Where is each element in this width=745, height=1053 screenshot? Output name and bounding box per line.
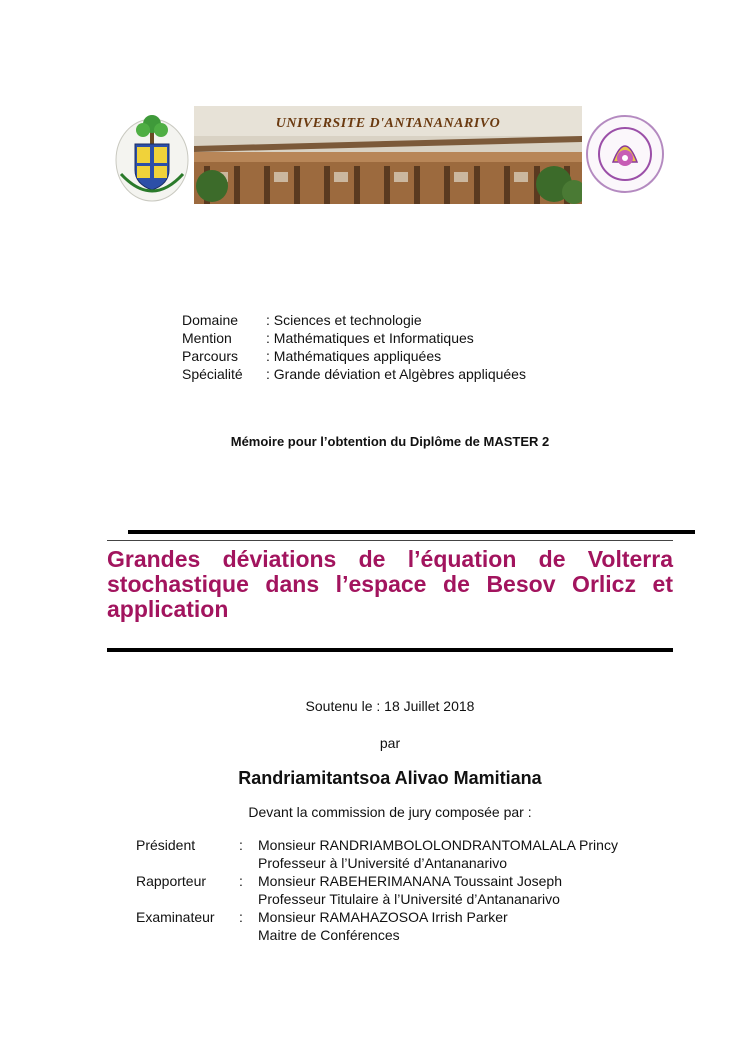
jury-separator: :: [239, 837, 243, 853]
jury-member-title: Professeur Titulaire à l’Université d’Antananarivo: [258, 891, 560, 907]
thesis-title-line: application: [107, 596, 229, 622]
jury-separator: :: [239, 909, 243, 925]
jury-row-rapporteur: [136, 872, 618, 908]
jury-row-president: [136, 836, 618, 872]
jury-role: Président: [136, 837, 196, 853]
title-rule-bottom: [107, 648, 673, 652]
meta-row-domaine: [182, 311, 526, 329]
university-banner: [194, 106, 582, 204]
jury-intro: Devant la commission de jury composée par :: [248, 804, 532, 820]
thesis-title: [107, 547, 673, 622]
program-details: [182, 311, 526, 383]
meta-key: Domaine: [182, 312, 239, 328]
memoire-subtitle: Mémoire pour l’obtention du Diplôme de MASTER 2: [230, 434, 550, 449]
jury-list: [136, 836, 618, 944]
meta-key: Mention: [182, 330, 232, 346]
meta-key: Parcours: [182, 348, 239, 364]
jury-row-examinateur: [136, 908, 618, 944]
meta-key: Spécialité: [182, 366, 243, 382]
jury-separator: :: [239, 873, 243, 889]
meta-value: : Sciences et technologie: [266, 312, 422, 328]
author-name: Randriamitantsoa Alivao Mamitiana: [238, 768, 542, 788]
defense-date: Soutenu le : 18 Juillet 2018: [305, 698, 475, 714]
meta-value: : Mathématiques appliquées: [266, 348, 442, 364]
banner-title: UNIVERSITE D'ANTANANARIVO: [275, 116, 501, 131]
title-rule-thin: [107, 540, 673, 541]
thesis-title-line: stochastique dans l’espace de Besov Orlicz et: [107, 571, 673, 597]
meta-row-mention: [182, 329, 526, 347]
par-label: par: [379, 735, 401, 751]
meta-row-parcours: [182, 347, 526, 365]
faculty-seal-logo: [585, 110, 665, 198]
title-rule-top: [128, 530, 695, 534]
university-crest-logo: [113, 112, 191, 204]
meta-value: : Mathématiques et Informatiques: [266, 330, 474, 346]
jury-member: [258, 836, 618, 872]
jury-member: [258, 908, 508, 944]
jury-member-title: Professeur à l’Université d’Antananarivo: [258, 855, 508, 871]
thesis-title-line: Grandes déviations de l’équation de Volterra: [107, 546, 673, 572]
jury-member-name: Monsieur RABEHERIMANANA Toussaint Joseph: [258, 873, 562, 889]
jury-member-name: Monsieur RANDRIAMBOLOLONDRANTOMALALA Princy: [258, 837, 618, 853]
jury-role: Rapporteur: [136, 873, 207, 889]
jury-role: Examinateur: [136, 909, 215, 925]
jury-member-title: Maitre de Conférences: [258, 927, 400, 943]
jury-member-name: Monsieur RAMAHAZOSOA Irrish Parker: [258, 909, 508, 925]
jury-member: [258, 872, 562, 908]
meta-value: : Grande déviation et Algèbres appliquées: [266, 366, 526, 382]
meta-row-specialite: [182, 365, 526, 383]
